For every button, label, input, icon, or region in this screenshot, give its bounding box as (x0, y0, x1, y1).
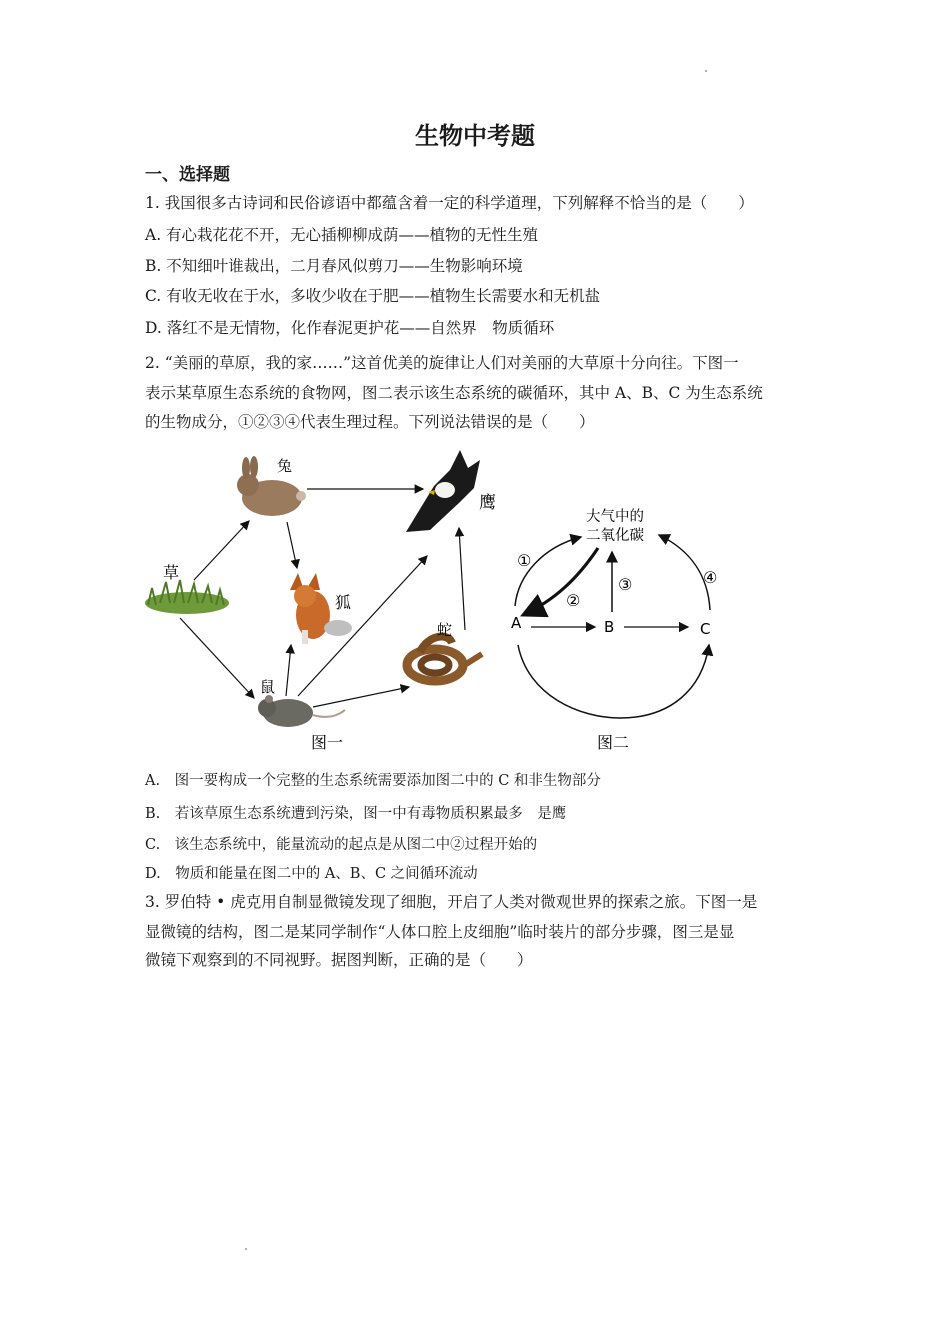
label-rabbit: 兔 (277, 457, 293, 475)
co2-label-line1: 大气中的 (586, 509, 644, 525)
mouse-image (258, 695, 345, 727)
node-c: C (700, 620, 711, 638)
q2-stem-line-1: 2. “美丽的草原，我的家……”这首优美的旋律让人们对美丽的大草原十分向往。下图一 (145, 354, 739, 372)
q1-option-b: B. 不知细叶谁裁出，二月春风似剪刀——生物影响环境 (145, 257, 523, 275)
q2-option-b: B. 若该草原生态系统遭到污染，图一中有毒物质积累最多 是鹰 (145, 806, 567, 822)
label-grass: 草 (163, 563, 180, 582)
q3-stem-line-3: 微镜下观察到的不同视野。据图判断，正确的是（ ） (145, 951, 533, 969)
label-eagle: 鹰 (479, 493, 496, 513)
q2-stem-line-2: 表示某草原生态系统的食物网，图二表示该生态系统的碳循环，其中 A、B、C 为生态系统 (145, 384, 763, 402)
arrow-mouse-to-snake (313, 687, 409, 707)
arrow-process-2 (523, 548, 598, 615)
process-1-label: ① (517, 551, 532, 570)
fig1-caption: 图一 (311, 733, 344, 752)
q3-stem-line-1: 3. 罗伯特 • 虎克用自制显微镜发现了细胞，开启了人类对微观世界的探索之旅。下图一是 (145, 893, 758, 911)
q2-option-a: A. 图一要构成一个完整的生态系统需要添加图二中的 C 和非生物部分 (145, 773, 601, 789)
arrow-grass-to-rabbit (194, 521, 249, 580)
arrow-rabbit-to-fox (287, 522, 297, 568)
fig2-caption: 图二 (597, 733, 630, 752)
grass-image (145, 580, 229, 614)
label-snake: 蛇 (437, 621, 453, 639)
q1-option-d: D. 落红不是无情物，化作春泥更护花——自然界 物质循环 (145, 319, 555, 337)
q2-option-d: D. 物质和能量在图二中的 A、B、C 之间循环流动 (145, 866, 478, 882)
node-b: B (604, 618, 615, 636)
q2-option-c: C. 该生态系统中，能量流动的起点是从图二中②过程开始的 (145, 837, 538, 853)
arrow-grass-to-mouse (180, 618, 254, 698)
process-3-label: ③ (618, 575, 633, 594)
arrow-mouse-to-fox (286, 645, 291, 696)
node-a: A (511, 614, 522, 632)
page-title: 生物中考题 (415, 121, 535, 150)
arrow-snake-to-eagle (459, 528, 465, 630)
section-heading: 一、选择题 (145, 165, 230, 185)
footer-dot (245, 1248, 247, 1250)
label-mouse: 鼠 (260, 678, 276, 696)
co2-label-line2: 二氧化碳 (586, 528, 644, 544)
label-fox: 狐 (335, 593, 352, 612)
header-dot (705, 70, 707, 72)
q3-stem-line-2: 显微镜的结构，图二是某同学制作“人体口腔上皮细胞”临时装片的部分步骤，图三是显 (145, 923, 735, 941)
q2-stem-line-3: 的生物成分，①②③④代表生理过程。下列说法错误的是（ ） (145, 413, 595, 431)
process-2-label: ② (566, 591, 581, 610)
arrow-a-to-c (518, 645, 709, 718)
rabbit-image (237, 456, 306, 516)
process-4-label: ④ (703, 568, 718, 587)
q1-option-c: C. 有收无收在于水，多收少收在于肥——植物生长需要水和无机盐 (145, 287, 601, 305)
snake-image (407, 637, 482, 681)
eagle-image (406, 450, 480, 532)
q1-option-a: A. 有心栽花花不开，无心插柳柳成荫——植物的无性生殖 (145, 226, 539, 244)
q1-stem: 1. 我国很多古诗词和民俗谚语中都蕴含着一定的科学道理，下列解释不恰当的是（ ） (145, 194, 754, 212)
figures (130, 440, 750, 760)
